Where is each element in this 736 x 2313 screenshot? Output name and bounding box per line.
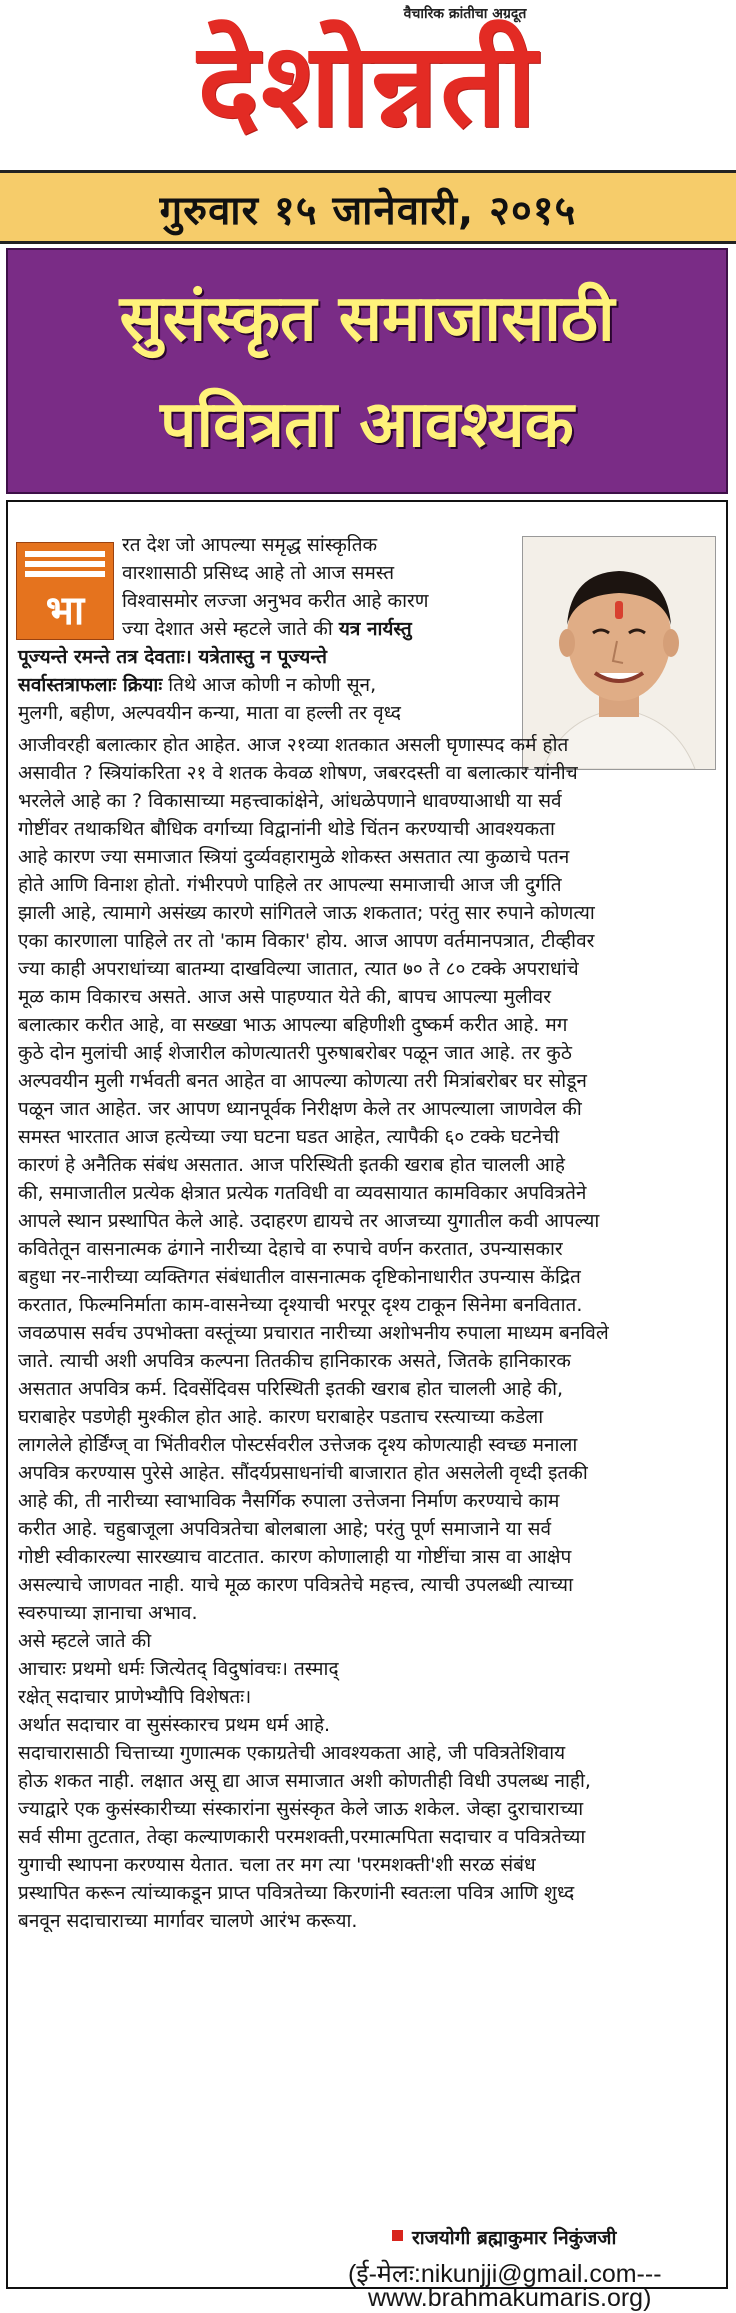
article-line: भरलेले आहे का ? विकासाच्या महत्त्वाकांक्षेने, आंधळेपणाने धावण्याआधी या सर्व bbox=[18, 790, 562, 812]
article-line: कुठे दोन मुलांची आई शेजारील कोणत्यातरी पुरुषाबरोबर पळून जात आहे. तर कुठे bbox=[18, 1042, 572, 1064]
article-line: समस्त भारतात आज हत्येच्या ज्या घटना घडत आहेत, त्यापैकी ६० टक्के घटनेची bbox=[18, 1126, 560, 1148]
article-line: असल्याचे जाणवत नाही. याचे मूळ कारण पवित्रतेचे महत्त्व, त्याची उपलब्धी त्याच्या bbox=[18, 1574, 574, 1596]
article-line: स्वरुपाच्या ज्ञानाचा अभाव. bbox=[18, 1602, 198, 1624]
dropcap-letter: भा bbox=[45, 588, 85, 634]
article-line: घराबाहेर पडणेही मुश्कील होत आहे. कारण घराबाहेर पडताच रस्त्याच्या कडेला bbox=[18, 1406, 544, 1428]
article-line: आजीवरही बलात्कार होत आहेत. आज २१व्या शतकात असली घृणास्पद कर्म होत bbox=[18, 734, 569, 756]
article-line: युगाची स्थापना करण्यास येतात. चला तर मग त्या 'परमशक्ती'शी सरळ संबंध bbox=[18, 1854, 536, 1876]
publication-date: गुरुवार १५ जानेवारी, २०१५ bbox=[159, 188, 577, 234]
dropcap-stripe bbox=[25, 551, 105, 557]
masthead-tagline: वैचारिक क्रांतीचा अग्रदूत bbox=[403, 6, 527, 22]
dropcap-stripe bbox=[25, 561, 105, 567]
byline-marker-icon bbox=[392, 2230, 403, 2241]
article-line: असतात अपवित्र कर्म. दिवसेंदिवस परिस्थिती इतकी खराब होत चालली आहे की, bbox=[18, 1378, 564, 1400]
author-byline: राजयोगी ब्रह्माकुमार निकुंजजी bbox=[412, 2227, 617, 2249]
article-line: करतात, फिल्मनिर्माता काम-वासनेच्या दृश्याची भरपूर दृश्य टाकून सिनेमा बनवितात. bbox=[18, 1294, 583, 1316]
article-line: मूळ काम विकारच असते. आज असे पाहण्यात येते की, बापच आपल्या मुलीवर bbox=[18, 986, 552, 1008]
sanskrit-quote: यत्र नार्यस्तु bbox=[338, 618, 412, 640]
dropcap-stripe bbox=[25, 571, 105, 577]
article-line: होऊ शकत नाही. लक्षात असू द्या आज समाजात अशी कोणतीही विधी उपलब्ध नाही, bbox=[18, 1770, 591, 1792]
article-line: अल्पवयीन मुली गर्भवती बनत आहेत वा आपल्या कोणत्या तरी मित्रांबरोबर घर सोडून bbox=[18, 1070, 587, 1092]
article-line: सदाचारासाठी चित्ताच्या गुणात्मक एकाग्रतेची आवश्यकता आहे, जी पवित्रतेशिवाय bbox=[18, 1742, 566, 1764]
sanskrit-quote: पूज्यन्ते रमन्ते तत्र देवताः। यत्रेतास्तु न पूज्यन्ते bbox=[18, 646, 328, 668]
headline-line-2: पवित्रता आवश्यक bbox=[160, 388, 574, 462]
article-text: ज्या देशात असे म्हटले जाते की bbox=[122, 618, 339, 640]
article-line: असावीत ? स्त्रियांकरिता २१ वे शतक केवळ शोषण, जबरदस्ती वा बलात्कार यांनीच bbox=[18, 762, 578, 784]
author-email: (ई-मेलः:nikunjji@gmail.com--- bbox=[348, 2260, 662, 2288]
article-line: आचारः प्रथमो धर्मः जित्येतद् विदुषांवचः। तस्माद् bbox=[18, 1658, 339, 1680]
article-line: ज्या काही अपराधांच्या बातम्या दाखविल्या जातात, त्यात ७० ते ८० टक्के अपराधांचे bbox=[18, 958, 579, 980]
article-line: अर्थात सदाचार वा सुसंस्कारच प्रथम धर्म आहे. bbox=[18, 1714, 331, 1736]
article-line: आहे की, ती नारीच्या स्वाभाविक नैसर्गिक रुपाला उत्तेजना निर्माण करण्याचे काम bbox=[18, 1490, 560, 1512]
dropcap-box bbox=[16, 542, 114, 640]
article-line: ज्याद्वारे एक कुसंस्कारीच्या संस्कारांना सुसंस्कृत केले जाऊ शकेल. जेव्हा दुराचाराच्या bbox=[18, 1798, 584, 1820]
article-line: अपवित्र करण्यास पुरेसे आहेत. सौंदर्यप्रसाधनांची बाजारात होत असलेली वृध्दी इतकी bbox=[18, 1462, 588, 1484]
headline-line-1: सुसंस्कृत समाजासाठी bbox=[119, 282, 615, 356]
article-line bbox=[18, 644, 327, 670]
article-text: तिथे आज कोणी न कोणी सून, bbox=[162, 674, 377, 696]
article-line: कारणं हे अनैतिक संबंध असतात. आज परिस्थिती इतकी खराब होत चालली आहे bbox=[18, 1154, 565, 1176]
date-band bbox=[0, 170, 736, 244]
article-line: वारशासाठी प्रसिध्द आहे तो आज समस्त bbox=[122, 562, 395, 584]
headline-box bbox=[6, 248, 728, 494]
article-line: असे म्हटले जाते की bbox=[18, 1630, 152, 1652]
newspaper-title: देशोन्नती bbox=[197, 18, 539, 153]
article-line: सर्व सीमा तुटतात, तेव्हा कल्याणकारी परमशक्ती,परमात्मपिता सदाचार व पवित्रतेच्या bbox=[18, 1826, 586, 1848]
article-line bbox=[18, 672, 376, 698]
article-line: रक्षेत् सदाचार प्राणेभ्यौपि विशेषतः। bbox=[18, 1686, 252, 1708]
article-line: की, समाजातील प्रत्येक क्षेत्रात प्रत्येक गतविधी वा व्यवसायात कामविकार अपवित्रतेने bbox=[18, 1182, 587, 1204]
article-line: आपले स्थान प्रस्थापित केले आहे. उदाहरण द्यायचे तर आजच्या युगातील कवी आपल्या bbox=[18, 1210, 600, 1232]
article-line: लागलेले होर्डिंग्ज् वा भिंतीवरील पोस्टर्सवरील उत्तेजक दृश्य कोणत्याही स्वच्छ मनाला bbox=[18, 1434, 578, 1456]
sanskrit-quote: सर्वास्तत्राफलाः क्रियाः bbox=[18, 674, 163, 696]
article-line: पळून जात आहेत. जर आपण ध्यानपूर्वक निरीक्षण केले तर आपल्याला जाणवेल की bbox=[18, 1098, 582, 1120]
article-body bbox=[6, 500, 728, 2312]
article-line: गोष्टी स्वीकारल्या सारख्याच वाटतात. कारण कोणालाही या गोष्टींचा त्रास वा आक्षेप bbox=[18, 1546, 572, 1568]
article-line: आहे कारण ज्या समाजात स्त्रियां दुर्व्यवहारामुळे शोकस्त असतात त्या कुळाचे पतन bbox=[18, 846, 570, 868]
article-line: गोष्टींवर तथाकथित बौधिक वर्गाच्या विद्वानांनी थोडे चिंतन करण्याची आवश्यकता bbox=[18, 818, 555, 840]
article-line: जाते. त्याची अशी अपवित्र कल्पना तितकीच हानिकारक असते, जितके हानिकारक bbox=[18, 1350, 571, 1372]
article-line: झाली आहे, त्यामागे असंख्य कारणे सांगितले जाऊ शकतात; परंतु सार रुपाने कोणत्या bbox=[18, 902, 595, 924]
article-line bbox=[122, 616, 412, 642]
article-line: विश्वासमोर लज्जा अनुभव करीत आहे कारण bbox=[122, 590, 429, 612]
article-line: होते आणि विनाश होतो. गंभीरपणे पाहिले तर आपल्या समाजाची आज जी दुर्गति bbox=[18, 874, 562, 896]
article-line: मुलगी, बहीण, अल्पवयीन कन्या, माता वा हल्ली तर वृध्द bbox=[18, 702, 401, 724]
article-line: एका कारणाला पाहिले तर तो 'काम विकार' होय. आज आपण वर्तमानपत्रात, टीव्हीवर bbox=[18, 930, 595, 952]
masthead bbox=[0, 0, 736, 170]
author-website: www.brahmakumaris.org) bbox=[368, 2284, 652, 2312]
article-line: रत देश जो आपल्या समृद्ध सांस्कृतिक bbox=[122, 534, 378, 556]
article-line: बलात्कार करीत आहे, वा सख्खा भाऊ आपल्या बहिणीशी दुष्कर्म करीत आहे. मग bbox=[18, 1014, 568, 1036]
article-line: बनवून सदाचाराच्या मार्गावर चालणे आरंभ करूया. bbox=[18, 1910, 358, 1932]
article-line: कवितेतून वासनात्मक ढंगाने नारीच्या देहाचे वा रुपाचे वर्णन करतात, उपन्यासकार bbox=[18, 1238, 563, 1260]
article-line: जवळपास सर्वच उपभोक्ता वस्तूंच्या प्रचारात नारीच्या अशोभनीय रुपाला माध्यम बनविले bbox=[18, 1322, 609, 1344]
article-line: करीत आहे. चहुबाजूला अपवित्रतेचा बोलबाला आहे; परंतु पूर्ण समाजाने या सर्व bbox=[18, 1518, 552, 1540]
article-line: बहुधा नर-नारीच्या व्यक्तिगत संबंधातील वासनात्मक दृष्टिकोनाधारीत उपन्यास केंद्रित bbox=[18, 1266, 581, 1288]
article-line: प्रस्थापित करून त्यांच्याकडून प्राप्त पवित्रतेच्या किरणांनी स्वतःला पवित्र आणि शुध्द bbox=[18, 1882, 575, 1904]
